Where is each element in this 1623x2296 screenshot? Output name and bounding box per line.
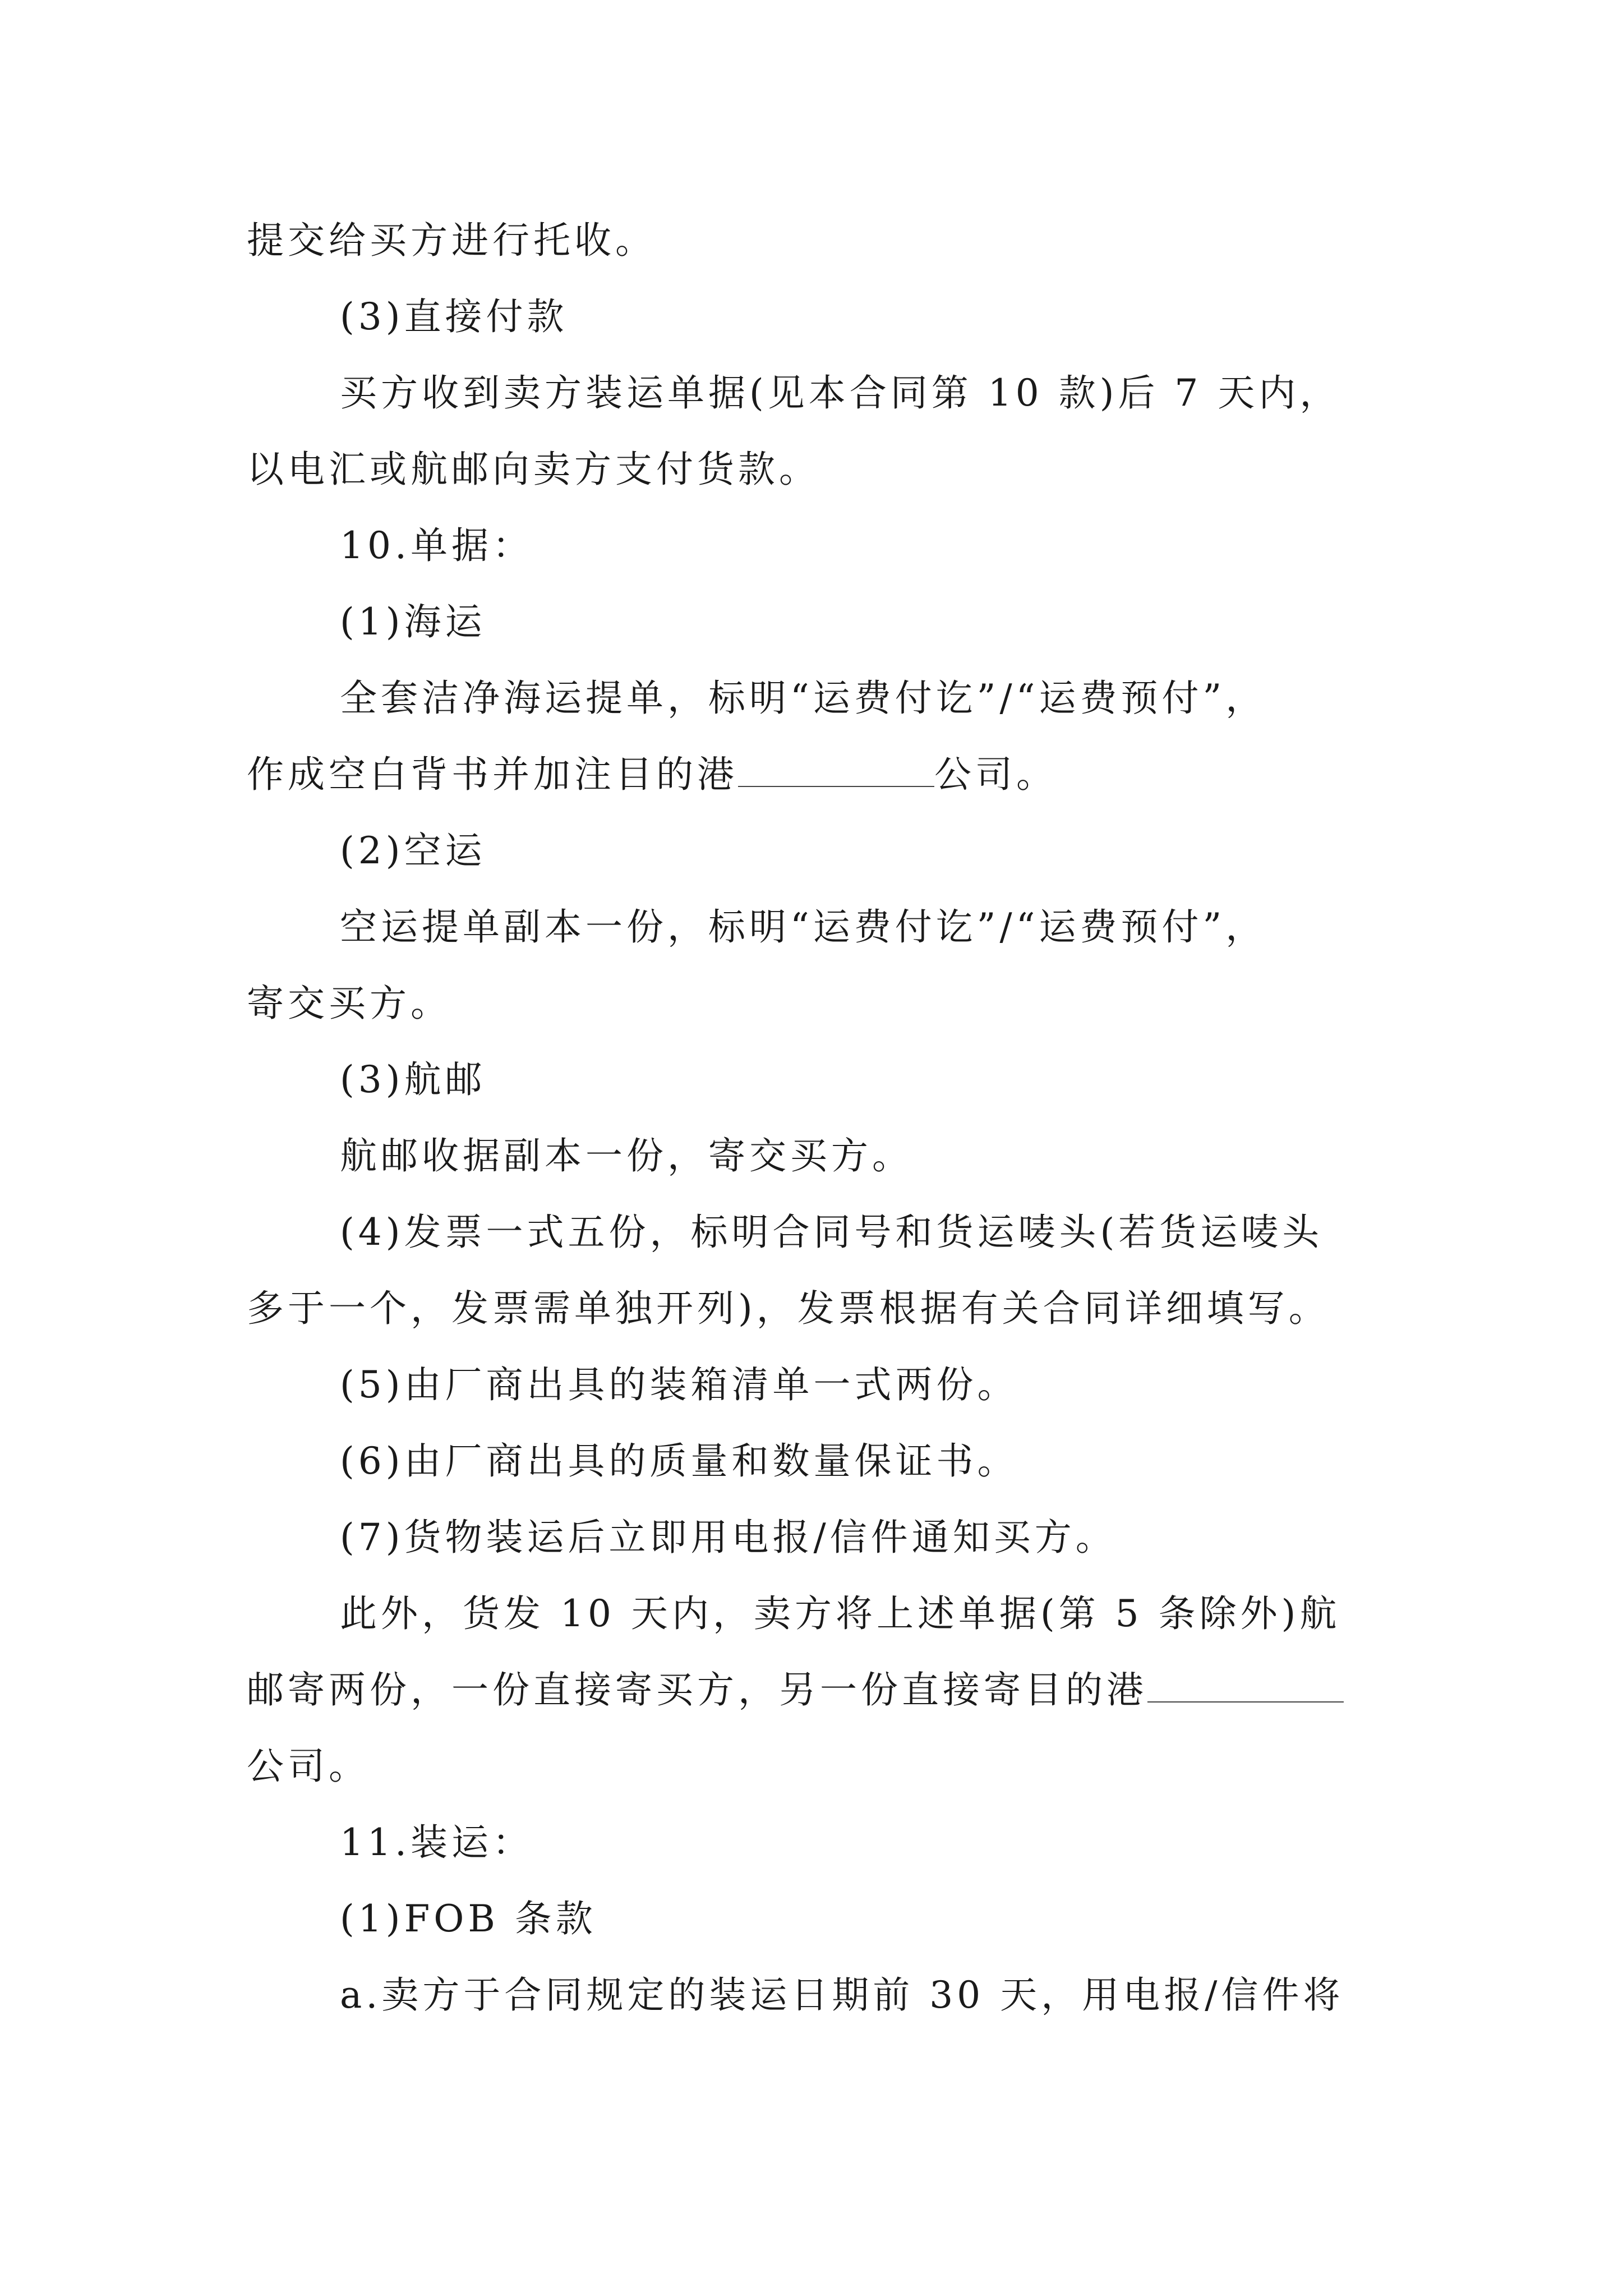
paragraph-line: 公司。	[247, 1745, 370, 1788]
paragraph-line: 提交给买方进行托收。	[247, 219, 656, 262]
paragraph-line: (7)货物装运后立即用电报/信件通知买方。	[340, 1516, 1117, 1559]
paragraph-line-with-blank	[247, 1665, 1344, 1715]
line-text: 作成空白背书并加注目的港	[247, 753, 738, 796]
subsection-heading: (2)空运	[340, 829, 486, 872]
paragraph-line: a.卖方于合同规定的装运日期前 30 天，用电报/信件将	[340, 1973, 1344, 2017]
fill-in-blank[interactable]	[738, 752, 934, 787]
paragraph-line: 此外，货发 10 天内，卖方将上述单据(第 5 条除外)航	[340, 1592, 1341, 1635]
section-heading: 10.单据：	[340, 524, 533, 567]
line-text: 邮寄两份，一份直接寄买方，另一份直接寄目的港	[247, 1668, 1147, 1711]
subsection-heading: (1)FOB 条款	[340, 1897, 597, 1940]
subsection-heading: (1)海运	[340, 600, 486, 643]
paragraph-line: 买方收到卖方装运单据(见本合同第 10 款)后 7 天内，	[340, 371, 1341, 415]
line-text: 公司。	[934, 753, 1057, 796]
paragraph-line: 多于一个，发票需单独开列)，发票根据有关合同详细填写。	[247, 1287, 1330, 1330]
paragraph-line-with-blank	[247, 749, 1057, 800]
section-heading: 11.装运：	[340, 1821, 533, 1864]
paragraph-line: 空运提单副本一份，标明“运费付讫”/“运费预付”，	[340, 905, 1267, 949]
subsection-heading: (3)航邮	[340, 1058, 486, 1101]
paragraph-line: 以电汇或航邮向卖方支付货款。	[247, 448, 820, 491]
paragraph-line: 寄交买方。	[247, 982, 451, 1025]
fill-in-blank[interactable]	[1147, 1668, 1344, 1703]
paragraph-line: 全套洁净海运提单，标明“运费付讫”/“运费预付”，	[340, 677, 1267, 720]
paragraph-line: (5)由厂商出具的装箱清单一式两份。	[340, 1363, 1018, 1406]
subsection-heading: (3)直接付款	[340, 295, 568, 338]
paragraph-line: (4)发票一式五份，标明合同号和货运唛头(若货运唛头	[340, 1211, 1324, 1254]
paragraph-line: 航邮收据副本一份，寄交买方。	[340, 1134, 913, 1177]
paragraph-line: (6)由厂商出具的质量和数量保证书。	[340, 1439, 1018, 1483]
